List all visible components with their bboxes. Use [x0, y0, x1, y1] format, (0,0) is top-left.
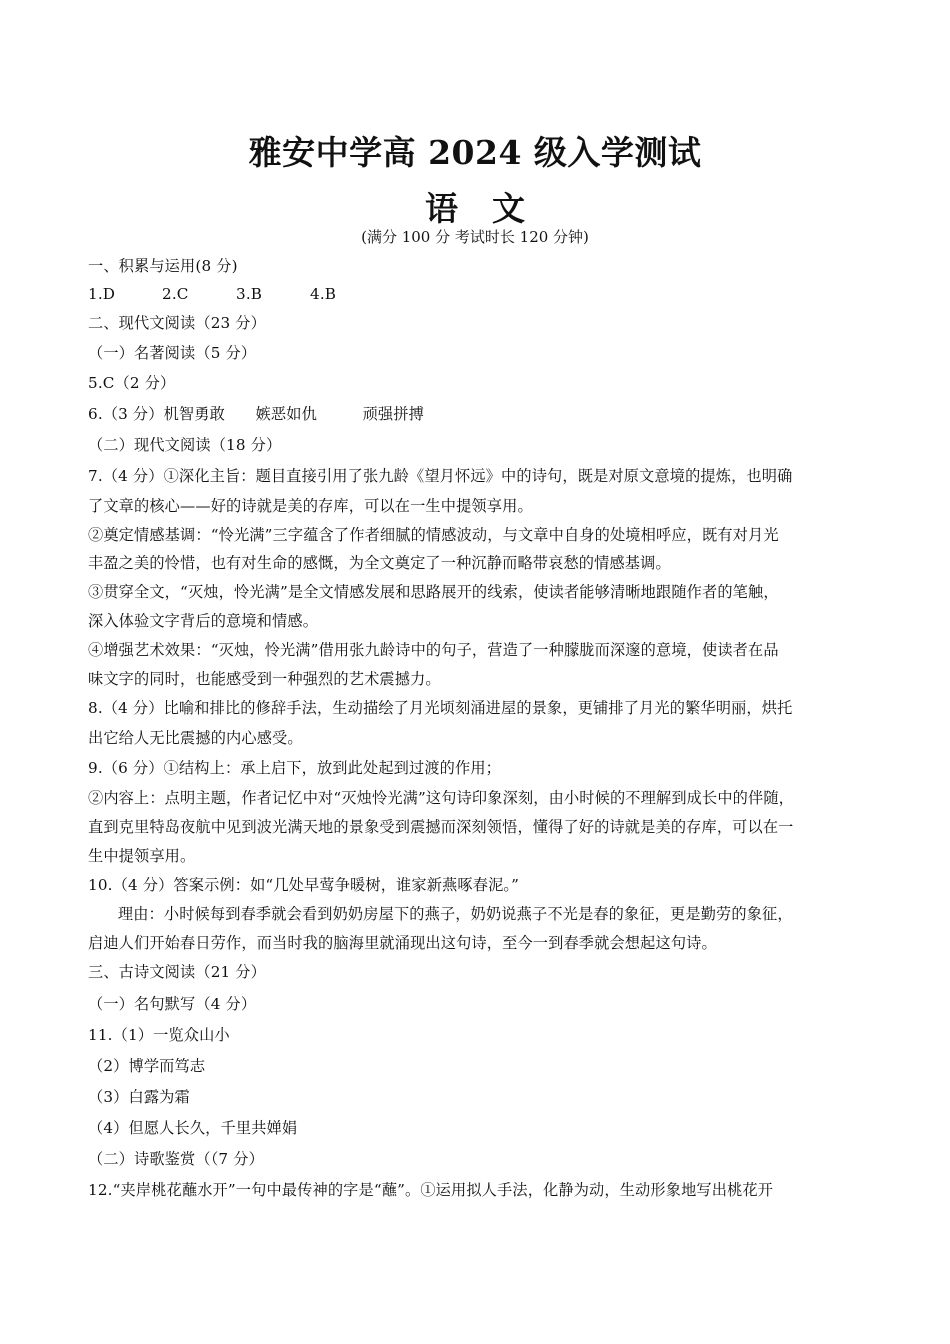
answer-line: 12.“夹岸桃花蘸水开”一句中最传神的字是“蘸”。①运用拟人手法，化静为动，生动形象地写出桃花开 [88, 1181, 774, 1199]
answer-line: 7.（4 分）①深化主旨：题目直接引用了张九龄《望月怀远》中的诗句，既是对原文意境的提炼，也明确 [88, 467, 793, 485]
answer-line: 11.（1）一览众山小 [88, 1026, 230, 1044]
subsection-heading: （一）名句默写（4 分） [88, 995, 257, 1013]
subsection-heading: （二）现代文阅读（18 分） [88, 436, 282, 454]
subsection-heading: （一）名著阅读（5 分） [88, 344, 257, 362]
answer-line: ③贯穿全文，“灭烛，怜光满”是全文情感发展和思路展开的线索，使读者能够清晰地跟随作者的笔触， [88, 583, 779, 601]
answer-4: 4.B [310, 285, 337, 303]
answer-line: 8.（4 分）比喻和排比的修辞手法，生动描绘了月光顷刻涌进屋的景象，更铺排了月光的繁华明丽，烘托 [88, 699, 793, 717]
answer-line: 味文字的同时，也能感受到一种强烈的艺术震撼力。 [88, 670, 441, 688]
answer-line: 10.（4 分）答案示例：如“几处早莺争暖树，谁家新燕啄春泥。” [88, 876, 520, 894]
answer-2: 2.C [162, 285, 189, 303]
answer-line: 5.C（2 分） [88, 374, 176, 392]
answer-line: （2）博学而笃志 [88, 1057, 206, 1075]
answer-line: 9.（6 分）①结构上：承上启下，放到此处起到过渡的作用； [88, 759, 502, 777]
answer-line: ②内容上：点明主题，作者记忆中对“灭烛怜光满”这句诗印象深刻，由小时候的不理解到成长中的伴随， [88, 789, 795, 807]
answer-line: （4）但愿人长久，千里共婵娟 [88, 1119, 298, 1137]
answer-line: ②奠定情感基调：“怜光满”三字蕴含了作者细腻的情感波动，与文章中自身的处境相呼应，既有对月光 [88, 526, 779, 544]
answer-line: 直到克里特岛夜航中见到波光满天地的景象受到震撼而深刻领悟，懂得了好的诗就是美的存库，可以在一 [88, 818, 794, 836]
answer-line: 丰盈之美的怜惜，也有对生命的感慨，为全文奠定了一种沉静而略带哀愁的情感基调。 [88, 554, 671, 572]
answer-line: 理由：小时候每到春季就会看到奶奶房屋下的燕子，奶奶说燕子不光是春的象征，更是勤劳的象征， [88, 905, 793, 923]
answer-line: 出它给人无比震撼的内心感受。 [88, 729, 303, 747]
answer-line: 深入体验文字背后的意境和情感。 [88, 612, 319, 630]
answer-line: （3）白露为霜 [88, 1088, 190, 1106]
answer-line: 生中提领享用。 [88, 847, 196, 865]
section-heading: 二、现代文阅读（23 分） [88, 314, 266, 332]
subject-title: 语文 [425, 189, 559, 228]
section-heading: 三、古诗文阅读（21 分） [88, 963, 266, 981]
exam-title: 雅安中学高 2024 级入学测试 [248, 133, 702, 172]
answer-3: 3.B [236, 285, 263, 303]
subsection-heading: （二）诗歌鉴赏（（7 分） [88, 1150, 264, 1168]
q6-answer-b: 嫉恶如仇 [255, 405, 317, 423]
section-heading: 一、积累与运用(8 分) [88, 257, 238, 275]
q6-answer-a: 机智勇敢 [163, 405, 225, 423]
answer-line: 了文章的核心——好的诗就是美的存库，可以在一生中提领享用。 [88, 497, 533, 515]
answers-row [88, 284, 868, 304]
answer-line: 启迪人们开始春日劳作，而当时我的脑海里就涌现出这句诗，至今一到春季就会想起这句诗。 [88, 934, 717, 952]
q6-prefix: 6.（3 分） [88, 405, 164, 423]
exam-note: (满分 100 分 考试时长 120 分钟) [361, 228, 589, 246]
answer-line: ④增强艺术效果：“灭烛，怜光满”借用张九龄诗中的句子，营造了一种朦胧而深邃的意境，使读者在品 [88, 641, 779, 659]
answer-1: 1.D [88, 285, 116, 303]
q6-answer-c: 顽强拼搏 [362, 405, 424, 423]
answer-line-q6 [88, 404, 868, 424]
